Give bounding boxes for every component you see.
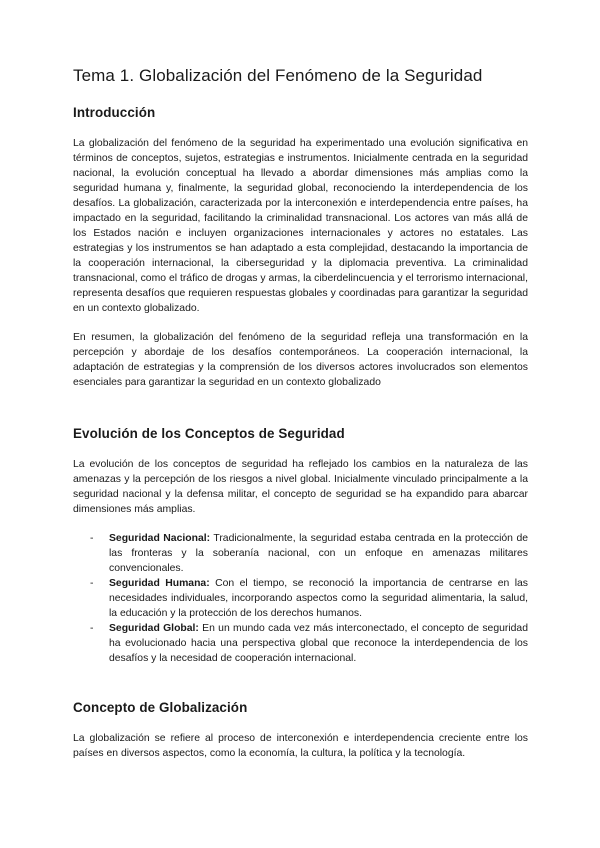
bullet-dash: - — [90, 578, 94, 589]
bullet-term: Seguridad Nacional: — [109, 533, 211, 544]
paragraph: La evolución de los conceptos de seguridad ha reflejado los cambios en la naturaleza de las amenazas y la percepción de los riesgos a nivel global. Inicialmente vinculado principalmente a la seguridad nacional y la defensa militar, el concepto de seguridad se ha expandido para abarcar dimensiones más amplias. — [73, 459, 528, 515]
bullet-list — [73, 531, 528, 666]
bullet-dash: - — [90, 533, 94, 544]
section-heading-introduccion: Introducción — [73, 105, 156, 120]
section-heading-concepto-globalizacion: Concepto de Globalización — [73, 700, 248, 715]
bullet-dash: - — [90, 623, 94, 634]
list-item — [90, 531, 529, 576]
paragraph: La globalización se refiere al proceso de interconexión e interdependencia creciente entre los países en diversos aspectos, como la economía, la cultura, la política y la tecnología. — [73, 733, 528, 759]
list-item — [90, 576, 528, 621]
section-heading-evolucion: Evolución de los Conceptos de Seguridad — [73, 426, 345, 441]
bullet-term: Seguridad Global: — [109, 623, 199, 634]
bullet-text: Con el tiempo, se reconoció la importancia de centrarse en las necesidades individuales, incorporando aspectos como la seguridad alimentaria, la salud, la educación y la protección de los derechos humanos. — [109, 578, 528, 619]
paragraph: En resumen, la globalización del fenómeno de la seguridad refleja una transformación en la percepción y abordaje de los desafíos contemporáneos. La cooperación internacional, la adaptación de estrategias y la comprensión de los diversos actores involucrados son elementos esenciales para garantizar la seguridad en un contexto globalizado — [73, 332, 528, 388]
bullet-text: En un mundo cada vez más interconectado, el concepto de seguridad ha evolucionado hacia una perspectiva global que reconoce la interdependencia de los desafíos y la necesidad de cooperación internacional. — [109, 623, 528, 664]
bullet-text: Tradicionalmente, la seguridad estaba centrada en la protección de las fronteras y la soberanía nacional, con un enfoque en amenazas militares convencionales. — [109, 533, 529, 574]
list-item — [90, 621, 528, 666]
page-title: Tema 1. Globalización del Fenómeno de la Seguridad — [73, 66, 483, 85]
bullet-term: Seguridad Humana: — [109, 578, 210, 589]
paragraph: La globalización del fenómeno de la seguridad ha experimentado una evolución significativa en términos de conceptos, sujetos, estrategias e instrumentos. Inicialmente centrada en la seguridad nacional, la evolución conceptual ha llevado a abordar dimensiones más amplias como la seguridad humana y, finalmente, la seguridad global, reconociendo la interdependencia de los desafíos. La globalización, caracterizada por la interconexión e interdependencia entre países, ha impactado en la seguridad, facilitando la criminalidad transnacional. Los actores van más allá de los Estados nación e incluyen organizaciones internacionales y actores no estatales. Las estrategias y los instrumentos se han adaptado a esta complejidad, destacando la importancia de la cooperación internacional, la ciberseguridad y la diplomacia preventiva. La criminalidad transnacional, como el tráfico de drogas y armas, la ciberdelincuencia y el terrorismo internacional, representa desafíos que requieren respuestas globales y coordinadas para garantizar la seguridad en un contexto globalizado. — [73, 138, 528, 314]
